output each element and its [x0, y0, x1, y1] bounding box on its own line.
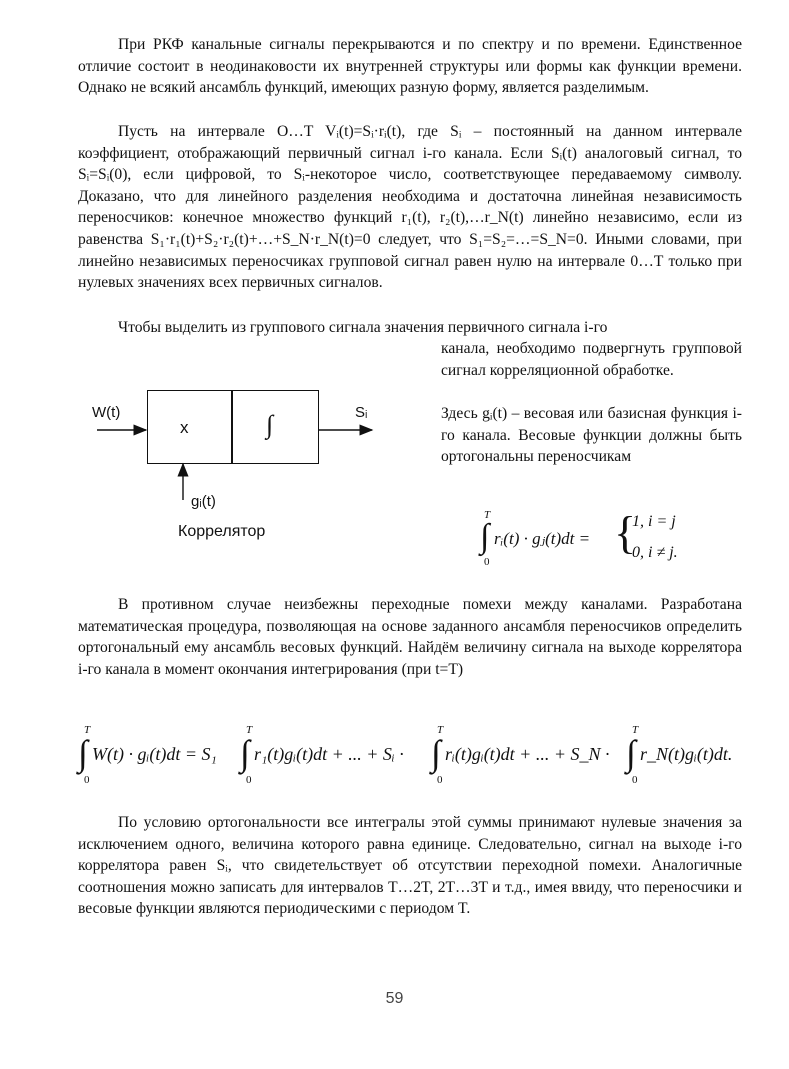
formula-orth-integrand: rᵢ(t) · gⱼ(t)dt =	[494, 529, 591, 548]
formula-orth-upper-limit: T	[484, 509, 491, 521]
weight-function-note: Здесь gᵢ(t) – весовая или базисная функция i-го канала. Весовые функции должны быть ортогональны переносчикам	[441, 405, 742, 466]
sum-lower-limit-4: 0	[632, 774, 638, 786]
sum-term-3: rᵢ(t)gᵢ(t)dt + ... + S_N ·	[445, 744, 610, 764]
paragraph-3-start: Чтобы выделить из группового сигнала значения первичного сигнала i-го	[118, 319, 608, 336]
weight-label: gᵢ(t)	[191, 493, 216, 510]
paragraph-1: При РКФ канальные сигналы перекрываются и по спектру и по времени. Единственное отличие состоит в неодинаковости их внутренней структуры или формы как функции времени. Однако не всякий ансамбль функций, имеющих разную форму, является разделимым.	[78, 36, 742, 97]
formula-orth-case-1: 1, i = j	[632, 513, 676, 530]
formula-orth-brace: {	[614, 507, 637, 558]
formula-orth-integral-sign: ∫	[480, 518, 490, 555]
formula-orth-case-2: 0, i ≠ j.	[632, 544, 678, 561]
sum-upper-limit-4: T	[632, 724, 639, 736]
paragraph-4: В противном случае неизбежны переходные помехи между каналами. Разработана математическая процедура, позволяющая на основе заданного ансамбля переносчиков определить ортогональный ему ансамбль весовых функций. Найдём величину сигнала на выходе коррелятора i-го канала в момент окончания интегрирования (при t=T)	[78, 596, 742, 678]
paragraph-2: Пусть на интервале O…T Vᵢ(t)=Sᵢ·rᵢ(t), где Sᵢ – постоянный на данном интервале коэффициент, отображающий первичный сигнал i-го канала. Если Sᵢ(t) аналоговый сигнал, то Sᵢ=Sᵢ(0), если цифровой, то Sᵢ-некоторое число, соответствующее передаваемому символу. Доказано, что для линейного разделения необходима и достаточна линейная независимость переносчиков: конечное множество функций r₁(t), r₂(t),…r_N(t) линейно независимо, если из равенства S₁·r₁(t)+S₂·r₂(t)+…+S_N·r_N(t)=0 следует, что S₁=S₂=…=S_N=0. Иными словами, при линейно независимых переносчиках групповой сигнал равен нулю на интервале 0…T только при нулевых значениях всех первичных сигналов.	[78, 123, 742, 292]
sum-term-1: W(t) · gᵢ(t)dt = S₁	[92, 744, 217, 764]
sum-integral-4: ∫	[626, 733, 636, 773]
sum-integral-2: ∫	[240, 733, 250, 773]
sum-term-2: r₁(t)gᵢ(t)dt + ... + Sᵢ ·	[254, 744, 404, 764]
multiplier-symbol: x	[180, 418, 189, 437]
page-number: 59	[385, 990, 404, 1007]
paragraph-5: По условию ортогональности все интегралы этой суммы принимают нулевые значения за исключением одного, величина которого равна единице. Следовательно, сигнал на выходе i-го коррелятора равен Sᵢ, что свидетельствует об отсутствии переходной помехи. Аналогичные соотношения можно записать для интервалов T…2T, 2T…3T и т.д., имея ввиду, что переносчики и весовые функции являются периодическими с периодом T.	[78, 814, 742, 918]
sum-lower-limit-2: 0	[246, 774, 252, 786]
sum-upper-limit-1: T	[84, 724, 91, 736]
paragraph-3-continuation: канала, необходимо подвергнуть групповой сигнал корреляционной обработке.	[441, 340, 742, 379]
integrator-block	[231, 390, 319, 464]
sum-integral-1: ∫	[78, 733, 88, 773]
sum-upper-limit-3: T	[437, 724, 444, 736]
sum-lower-limit-3: 0	[437, 774, 443, 786]
input-label: W(t)	[92, 404, 121, 421]
sum-lower-limit-1: 0	[84, 774, 90, 786]
sum-integral-3: ∫	[431, 733, 441, 773]
integrator-symbol: ∫	[266, 410, 274, 439]
sum-upper-limit-2: T	[246, 724, 253, 736]
multiplier-block	[147, 390, 233, 464]
output-label: Sᵢ	[355, 404, 368, 421]
sum-term-4: r_N(t)gᵢ(t)dt.	[640, 744, 733, 764]
diagram-caption: Коррелятор	[178, 523, 266, 540]
formula-orth-lower-limit: 0	[484, 556, 490, 568]
